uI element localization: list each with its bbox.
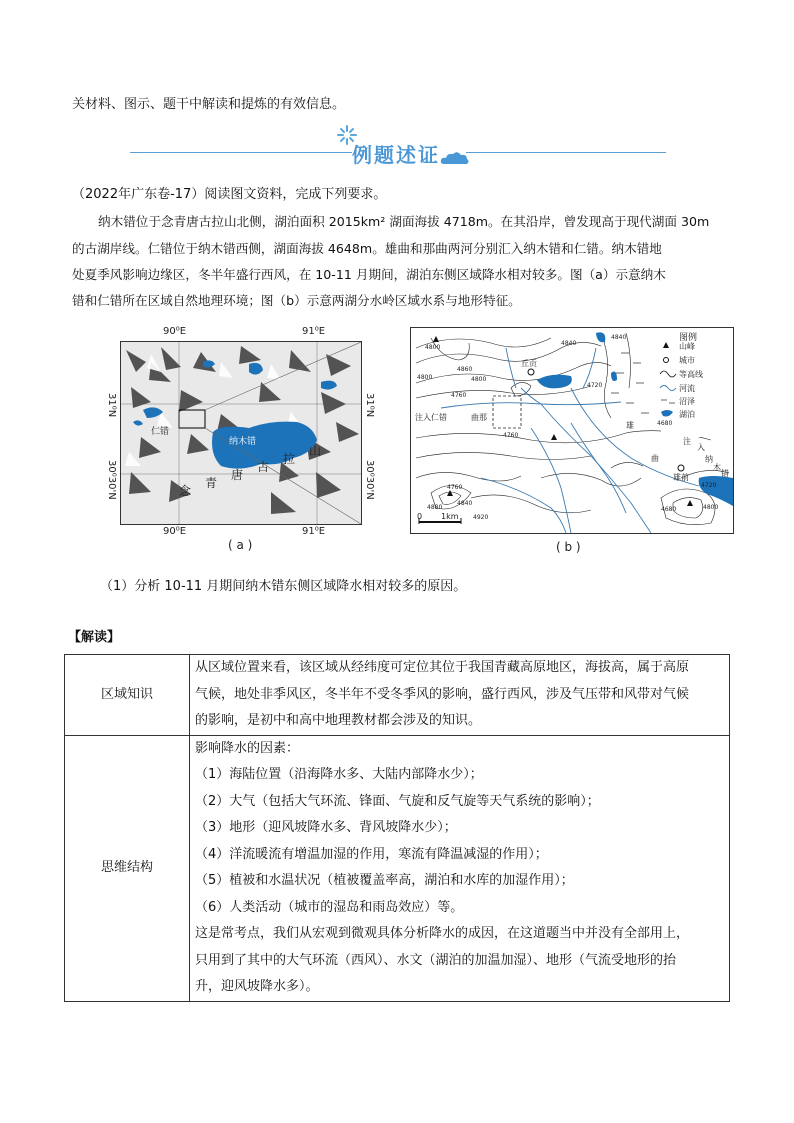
cell-line: （6）人类活动（城市的湿岛和雨岛效应）等。 xyxy=(195,899,464,915)
legend-item-peak: 山峰 xyxy=(679,342,695,351)
legend-item-marsh: 沼泽 xyxy=(679,397,695,406)
analysis-table xyxy=(64,654,730,1002)
contour-label: 4920 xyxy=(473,514,489,521)
scale-1km: 1km xyxy=(441,512,459,521)
contour-label: 4760 xyxy=(503,432,519,439)
contour-label: 4800 xyxy=(471,376,487,383)
contour-label: 4720 xyxy=(701,482,717,489)
legend-item-lake: 湖泊 xyxy=(679,410,695,419)
banner-line-right xyxy=(466,152,666,153)
figure-b-map xyxy=(410,327,734,534)
mountain-char-5: 拉 xyxy=(283,452,296,466)
table-row xyxy=(65,655,730,736)
figure-a-map xyxy=(120,341,362,525)
row-body-regional-knowledge xyxy=(190,655,730,736)
contour-label: 4760 xyxy=(447,484,463,491)
figure-a-caption: ( a ) xyxy=(228,538,253,552)
contour-label: 4800 xyxy=(417,374,433,381)
lat-label-3030-left: 30⁰30'N xyxy=(106,460,117,500)
lon-label-90-top: 90⁰E xyxy=(163,326,187,337)
place-na: 纳 xyxy=(705,455,713,464)
mountain-char-3: 唐 xyxy=(231,468,244,482)
renco-label: 仁错 xyxy=(151,427,170,437)
place-mu: 木 xyxy=(713,463,721,472)
cell-line: 气候，地处非季风区，冬半年不受冬季风的影响，盛行西风，涉及气压带和风带对气候 xyxy=(195,686,690,702)
place-naqu: 曲那 xyxy=(471,413,487,422)
cloud-icon xyxy=(440,150,470,166)
cell-line: （4）洋流暖流有增温加湿的作用，寒流有降温减湿的作用）； xyxy=(195,846,548,862)
cell-line: 这是常考点，我们从宏观到微观具体分析降水的成因，在这道题当中并没有全部用上， xyxy=(195,926,690,941)
sub-question: （1）分析 10-11 月期间纳木错东侧区域降水相对较多的原因。 xyxy=(100,579,467,594)
contour-label: 4800 xyxy=(703,504,719,511)
cell-line: 影响降水的因素： xyxy=(195,740,300,756)
contour-label: 4720 xyxy=(587,382,603,389)
lon-label-91-top: 91⁰E xyxy=(302,326,326,337)
banner-line-left xyxy=(130,152,352,153)
mountain-char-6: 山 xyxy=(309,444,322,458)
cell-line: 的影响，是初中和高中地理教材都会涉及的知识。 xyxy=(195,713,482,728)
legend-item-contour: 等高线 xyxy=(679,370,703,379)
mountain-char-2: 青 xyxy=(205,476,218,490)
contour-label: 4760 xyxy=(451,392,467,399)
paragraph-line-1: 纳木错位于念青唐古拉山北侧，湖泊面积 2015km² 湖面海拔 4718m。在其沿岸，曾发现高于现代湖面 30m xyxy=(98,214,710,229)
place-ru: 入 xyxy=(697,443,705,452)
contour-label: 4840 xyxy=(561,340,577,347)
lon-label-90-bottom: 90⁰E xyxy=(163,526,187,537)
legend-item-river: 河流 xyxy=(679,384,695,393)
mountain-char-4: 古 xyxy=(257,460,270,474)
analysis-title: 【解读】 xyxy=(68,630,121,645)
lat-label-3030-right: 30⁰30'N xyxy=(364,460,375,500)
place-xiongqian: 雄前 xyxy=(673,473,689,482)
cell-line: （3）地形（迎风坡降水多、背风坡降水少）； xyxy=(195,820,457,835)
cell-line: 从区域位置来看，该区域从经纬度可定位其位于我国青藏高原地区，海拔高，属于高原 xyxy=(195,660,690,675)
cell-line: （2）大气（包括大气环流、锋面、气旋和反气旋等天气系统的影响）； xyxy=(195,793,600,809)
figure-b-caption: ( b ) xyxy=(556,540,581,554)
row-head-regional-knowledge: 区域知识 xyxy=(65,655,190,736)
contour-label: 4680 xyxy=(661,506,677,513)
place-xiong: 雄 xyxy=(626,421,634,430)
legend-city-icon xyxy=(664,358,669,363)
place-into-renco: 注入仁错 xyxy=(415,413,447,422)
table-row xyxy=(65,735,730,1001)
cell-line: （5）植被和水温状况（植被覆盖率高，湖泊和水库的加湿作用）； xyxy=(195,873,574,888)
question-source: （2022年广东卷-17）阅读图文资料，完成下列要求。 xyxy=(72,187,387,202)
paragraph-line-4: 错和仁错所在区域自然地理环境；图（b）示意两湖分水岭区域水系与地形特征。 xyxy=(72,293,521,308)
paragraph-line-3: 处夏季风影响边缘区，冬半年盛行西风，在 10-11 月期间，湖泊东侧区域降水相对较多。图（a）示意纳木 xyxy=(72,267,666,282)
place-into: 注 xyxy=(683,437,691,446)
row-head-thinking-structure: 思维结构 xyxy=(65,735,190,1001)
lat-label-31-right: 31⁰N xyxy=(364,393,375,418)
mountain-char-1: 念 xyxy=(179,484,192,498)
lon-label-91-bottom: 91⁰E xyxy=(302,526,326,537)
place-cuo: 错 xyxy=(721,469,729,478)
legend-item-city: 城市 xyxy=(679,356,695,365)
lat-label-31-left: 31⁰N xyxy=(106,393,117,418)
contour-label: 4860 xyxy=(457,366,473,373)
scale-zero: 0 xyxy=(417,512,423,521)
contour-label: 4680 xyxy=(657,420,673,427)
cell-line: （1）海陆位置（沿海降水多、大陆内部降水少）； xyxy=(195,767,483,782)
contour-label: 4880 xyxy=(427,504,443,511)
contour-label: 4840 xyxy=(611,334,627,341)
contour-label: 4840 xyxy=(457,500,473,507)
row-body-thinking-structure xyxy=(190,735,730,1001)
banner-title: 例题述证 xyxy=(352,143,440,167)
place-qu: 曲 xyxy=(651,454,659,463)
cell-line: 只用到了其中的大气环流（西风）、水文（湖泊的加温加湿）、地形（气流受地形的抬 xyxy=(195,952,677,968)
contour-label: 4800 xyxy=(425,344,441,351)
namco-label: 纳木错 xyxy=(229,437,257,447)
intro-text: 关材料、图示、题干中解读和提炼的有效信息。 xyxy=(72,97,346,112)
cell-line: 升，迎风坡降水多）。 xyxy=(195,979,319,994)
legend-title: 图例 xyxy=(679,333,698,343)
place-qiangong: 丘贡 xyxy=(521,359,537,368)
paragraph-line-2: 的古湖岸线。仁错位于纳木错西侧，湖面海拔 4648m。雄曲和那曲两河分别汇入纳木错和仁错。纳木错地 xyxy=(72,241,662,256)
